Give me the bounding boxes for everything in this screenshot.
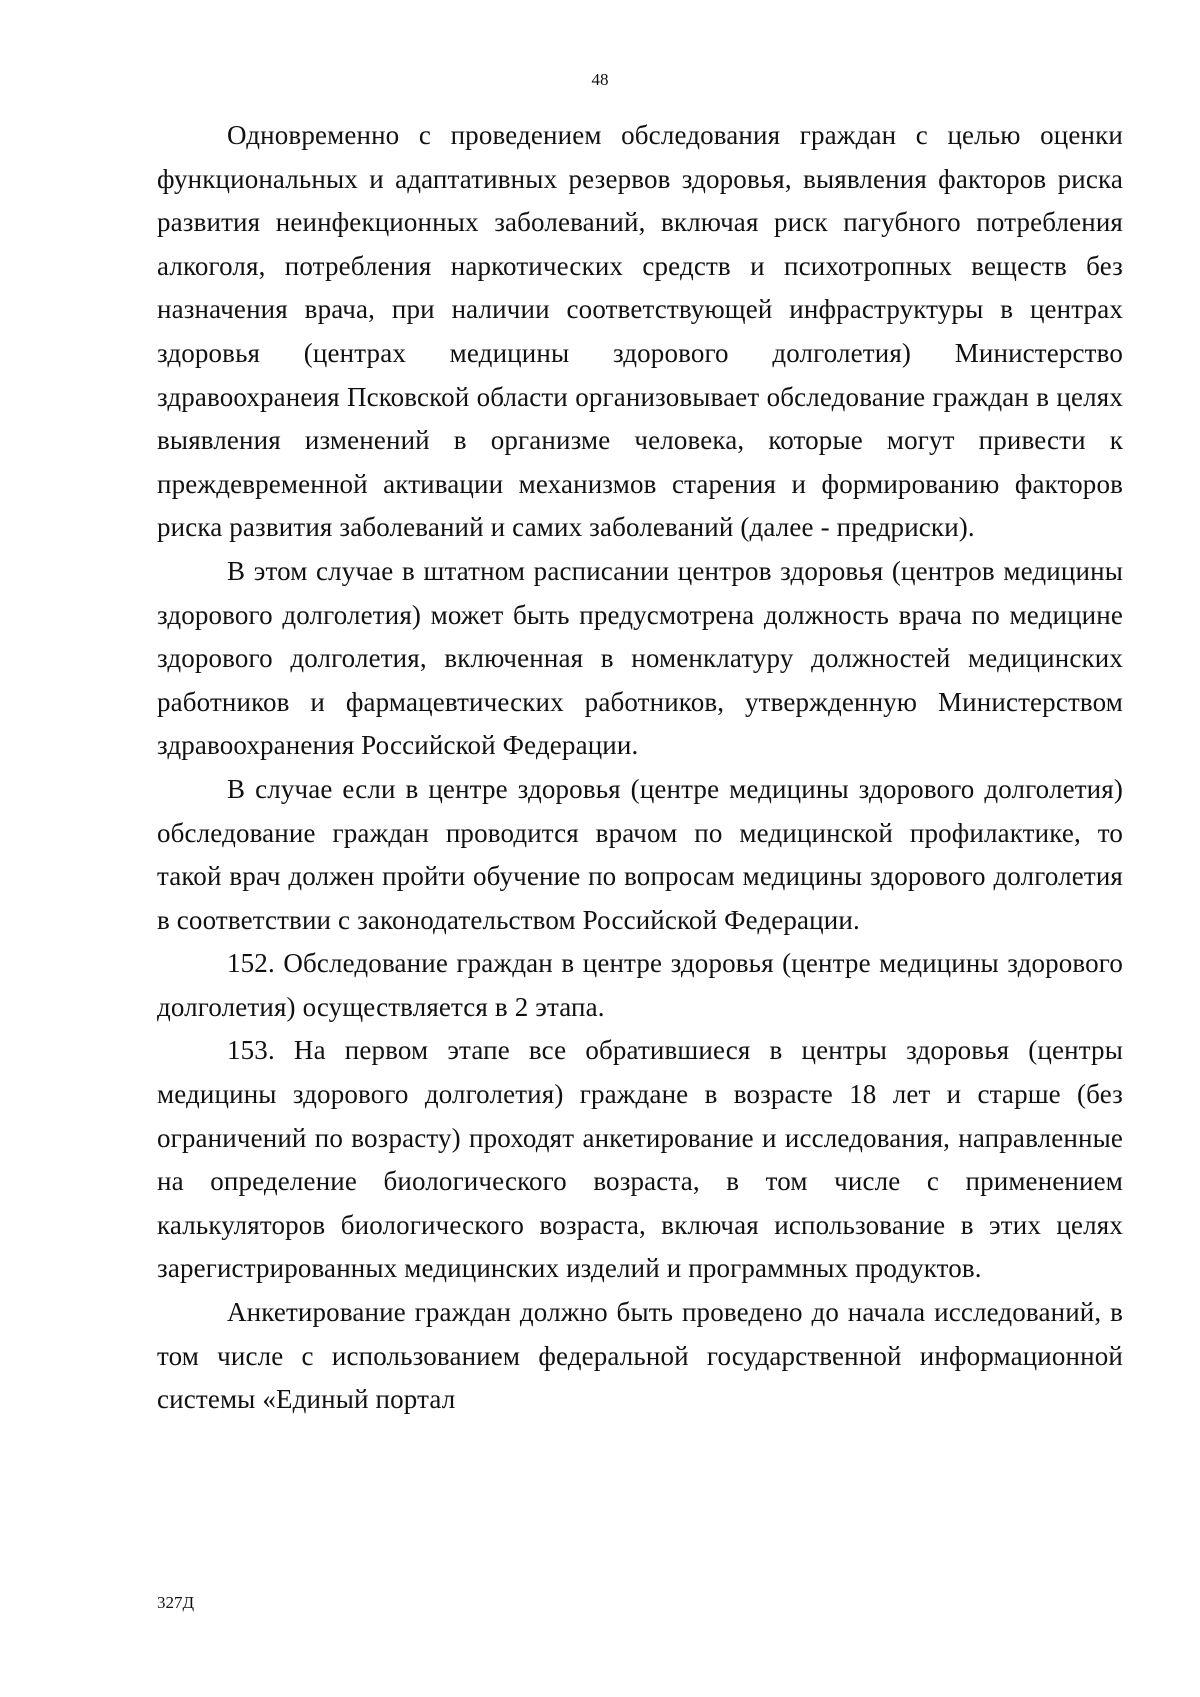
paragraph-1: Одновременно с проведением обследования граждан с целью оценки функциональных и адаптативных резервов здоровья, выявления факторов риска развития неинфекционных заболеваний, включая риск пагубного потребления алкоголя, потребления наркотических средств и психотропных веществ без назначения врача, при наличии соответствующей инфраструктуры в центрах здоровья (центрах медицины здорового долголетия) Министерство здравоохранеия Псковской области организовывает обследование граждан в целях выявления изменений в организме человека, которые могут привести к преждевременной активации механизмов старения и формированию факторов риска развития заболеваний и самих заболеваний (далее - предриски). bbox=[157, 120, 1123, 543]
paragraph-5: 153. На первом этапе все обратившиеся в центры здоровья (центры медицины здорового долголетия) граждане в возрасте 18 лет и старше (без ограничений по возрасту) проходят анкетирование и исследования, направленные на определение биологического возраста, в том числе с применением калькуляторов биологического возраста, включая использование в этих целях зарегистрированных медицинских изделий и программных продуктов. bbox=[157, 1035, 1123, 1284]
paragraph-6: Анкетирование граждан должно быть проведено до начала исследований, в том числе с использованием федеральной государственной информационной системы «Единый портал bbox=[157, 1297, 1123, 1415]
page-number: 48 bbox=[591, 70, 609, 89]
document-body bbox=[157, 114, 1123, 1422]
paragraph-4: 152. Обследование граждан в центре здоровья (центре медицины здорового долголетия) осуществляется в 2 этапа. bbox=[157, 948, 1123, 1022]
document-code: 327Д bbox=[157, 1593, 195, 1612]
paragraph-2: В этом случае в штатном расписании центров здоровья (центров медицины здорового долголетия) может быть предусмотрена должность врача по медицине здорового долголетия, включенная в номенклатуру должностей медицинских работников и фармацевтических работников, утвержденную Министерством здравоохранения Российской Федерации. bbox=[157, 555, 1123, 761]
paragraph-3: В случае если в центре здоровья (центре медицины здорового долголетия) обследование граждан проводится врачом по медицинской профилактике, то такой врач должен пройти обучение по вопросам медицины здорового долголетия в соответствии с законодательством Российской Федерации. bbox=[157, 773, 1123, 935]
